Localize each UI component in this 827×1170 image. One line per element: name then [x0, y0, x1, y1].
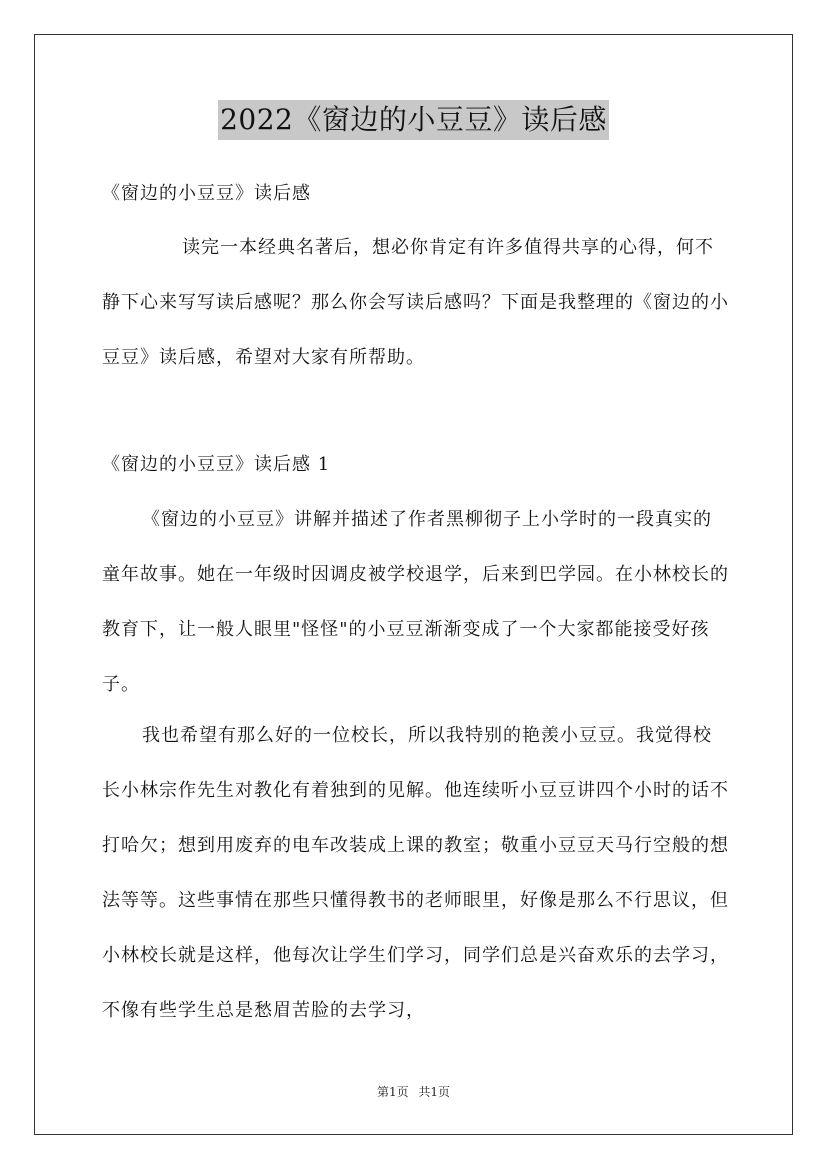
title-container [0, 100, 827, 140]
document-title: 2022《窗边的小豆豆》读后感 [218, 100, 609, 140]
body-paragraph-1: 《窗边的小豆豆》讲解并描述了作者黑柳彻子上小学时的一段真实的童年故事。她在一年级时因调皮被学校退学，后来到巴学园。在小林校长的教育下，让一般人眼里"怪怪"的小豆豆渐渐变成了一个大家都能接受好孩子。 [102, 509, 729, 695]
intro-paragraph: 读完一本经典名著后，想必你肯定有许多值得共享的心得，何不静下心来写写读后感呢？那么你会写读后感吗？下面是我整理的《窗边的小豆豆》读后感，希望对大家有所帮助。 [102, 237, 729, 368]
page-total: 共1页 [418, 1085, 451, 1099]
body-paragraph-2: 我也希望有那么好的一位校长，所以我特别的艳羡小豆豆。我觉得校长小林宗作先生对教化有着独到的见解。他连续听小豆豆讲四个小时的话不打哈欠；想到用废弃的电车改装成上课的教室；敬重小豆豆天马行空般的想法等等。这些事情在那些只懂得教书的老师眼里，好像是那么不行思议，但小林校长就是这样，他每次让学生们学习，同学们总是兴奋欢乐的去学习，不像有些学生总是愁眉苦脸的去学习， [102, 725, 729, 1021]
document-subtitle: 《窗边的小豆豆》读后感 [102, 183, 311, 204]
section-heading: 《窗边的小豆豆》读后感 1 [102, 454, 331, 475]
page-footer [0, 1083, 827, 1100]
page-number: 第1页 [376, 1085, 409, 1099]
